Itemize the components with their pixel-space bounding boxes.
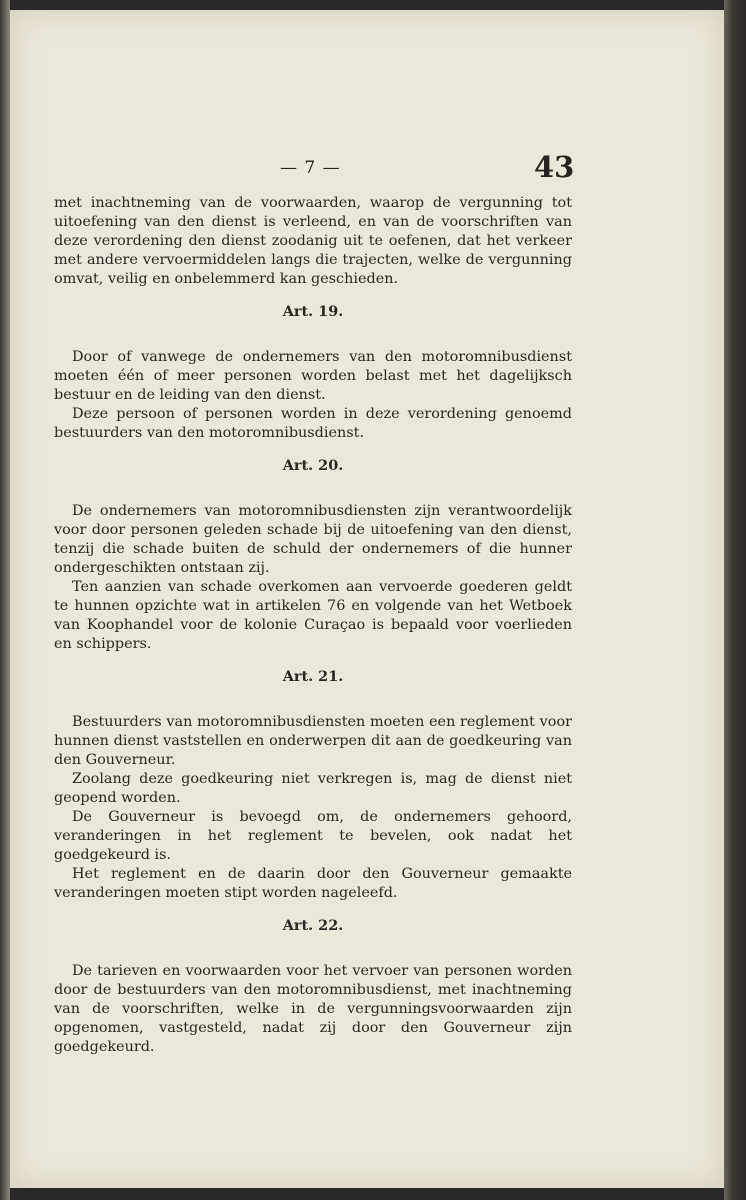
article-19 <box>54 289 572 443</box>
article-heading: Art. 22. <box>282 917 344 934</box>
article-paragraph: Deze persoon of personen worden in deze verordening genoemd bestuurders van den motoromnibusdienst. <box>54 406 572 441</box>
page-number: 43 <box>534 150 575 184</box>
article-paragraph: De tarieven en voorwaarden voor het vervoer van personen worden door de bestuurders van den motoromnibusdienst, met inachtneming van de voorschriften, welke in de vergunningsvoorwaarden zijn opgenomen, vastgesteld, nadat zij door den Gouverneur zijn goedgekeurd. <box>54 963 572 1055</box>
document-page <box>10 10 724 1188</box>
article-20 <box>54 443 572 654</box>
article-paragraph: Het reglement en de daarin door den Gouverneur gemaakte veranderingen moeten stipt worden nageleefd. <box>54 866 572 901</box>
page-header <box>10 150 724 190</box>
article-paragraph: De Gouverneur is bevoegd om, de ondernemers gehoord, veranderingen in het reglement te bevelen, ook nadat het goedgekeurd is. <box>54 809 572 863</box>
article-paragraph: Bestuurders van motoromnibusdiensten moeten een reglement voor hunnen dienst vaststellen en onderwerpen dit aan de goedkeuring van den Gouverneur. <box>54 714 572 768</box>
article-21 <box>54 654 572 903</box>
article-paragraph: Door of vanwege de ondernemers van den motoromnibusdienst moeten één of meer personen worden belast met het dagelijksch bestuur en de leiding van den dienst. <box>54 349 572 403</box>
article-heading: Art. 21. <box>282 668 344 685</box>
article-heading: Art. 20. <box>282 457 344 474</box>
article-paragraph: De ondernemers van motoromnibusdiensten zijn verantwoordelijk voor door personen geleden schade bij de uitoefening van den dienst, tenzij die schade buiten de schuld der ondernemers of die hunner ondergeschikten ontstaan zij. <box>54 503 572 576</box>
page-marker: — 7 — <box>280 158 341 178</box>
page-body <box>54 194 572 1057</box>
article-paragraph: Ten aanzien van schade overkomen aan vervoerde goederen geldt te hunnen opzichte wat in artikelen 76 en volgende van het Wetboek van Koophandel voor de kolonie Curaçao is bepaald voor voerlieden en schippers. <box>54 579 572 652</box>
page-right-edge <box>724 0 746 1200</box>
article-22 <box>54 903 572 1057</box>
article-heading: Art. 19. <box>282 303 344 320</box>
book-binding-edge <box>0 0 10 1200</box>
intro-paragraph: met inachtneming van de voorwaarden, waarop de vergunning tot uitoefening van den dienst is verleend, en van de voorschriften van deze verordening den dienst zoodanig uit te oefenen, dat het verkeer met andere vervoermiddelen langs die trajecten, welke de vergunning omvat, veilig en onbelemmerd kan geschieden. <box>54 195 572 287</box>
article-paragraph: Zoolang deze goedkeuring niet verkregen is, mag de dienst niet geopend worden. <box>54 771 572 806</box>
